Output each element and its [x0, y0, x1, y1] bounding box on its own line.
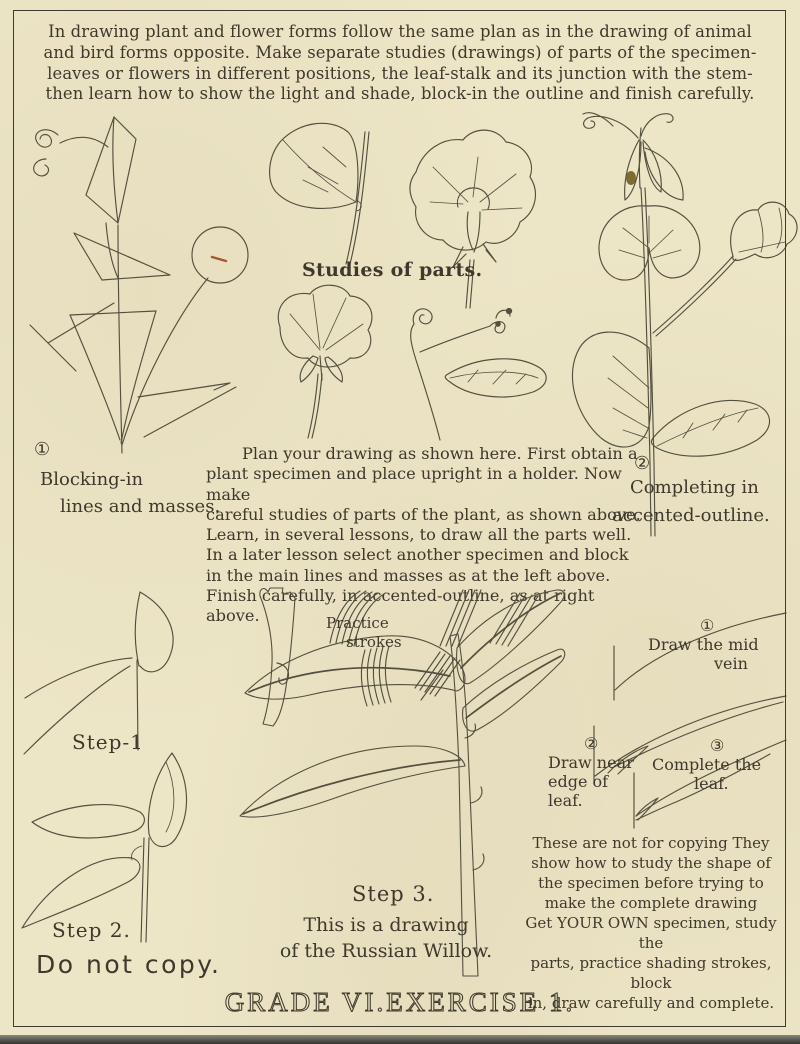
instruction-line: plant specimen and place upright in a holder. Now make — [206, 464, 622, 504]
step2-label: Step 2. — [52, 918, 131, 942]
note-line: show how to study the shape of — [531, 854, 771, 872]
instruction-line: In a later lesson select another specimen and block — [206, 545, 629, 565]
instruction-line: Plan your drawing as shown here. First obtain a — [242, 444, 638, 463]
circled-number-2: ② — [634, 453, 651, 474]
caption-line: This is a drawing — [303, 914, 469, 936]
intro-line: In drawing plant and flower forms follow the same plan as in the drawing of animal — [48, 22, 752, 41]
blocking-label-line: lines and masses. — [60, 496, 221, 517]
completing-label-line: Completing in — [630, 477, 759, 498]
note-line: Get YOUR OWN specimen, study the — [525, 914, 777, 952]
do-not-copy-label: Do not copy. — [36, 950, 222, 979]
book-edge-strip — [0, 1035, 800, 1044]
leaf-step3-label — [644, 736, 794, 793]
instruction-line: in the main lines and masses as at the left above. — [206, 565, 611, 585]
step3-label: Step 3. — [352, 882, 435, 906]
leaf-step3-line: leaf. — [694, 774, 729, 793]
instruction-line: Finish carefully, in accented-outline, as at right above. — [206, 586, 595, 626]
note-line: These are not for copying They — [532, 834, 770, 852]
intro-line: leaves or flowers in different positions, the leaf-stalk and its junction with the stem- — [47, 63, 753, 83]
circled-number-1: ① — [700, 616, 715, 635]
note-line: in, draw carefully and complete. — [527, 994, 775, 1012]
note-line: the specimen before trying to — [538, 874, 764, 892]
blocking-in-sketch — [18, 105, 268, 457]
intro-line: then learn how to show the light and shade, block-in the outline and finish carefully. — [45, 84, 755, 104]
page-title: GRADE VI.EXERCISE 1. — [224, 987, 576, 1017]
instruction-line: Learn, in several lessons, to draw all the parts well. — [206, 525, 632, 545]
note-paragraph — [514, 833, 788, 1013]
note-line: make the complete drawing — [544, 894, 758, 912]
note-line: parts, practice shading strokes, block — [530, 954, 772, 992]
blocking-label — [28, 438, 228, 519]
intro-line: and bird forms opposite. Make separate studies (drawings) of parts of the specimen- — [43, 42, 757, 62]
circled-number-3: ③ — [710, 736, 725, 755]
leaf-step2-line: edge of — [548, 772, 609, 791]
leaf-step1-label — [638, 616, 798, 673]
leaf-step1-line: Draw the mid — [648, 635, 759, 654]
instruction-line: careful studies of parts of the plant, as shown above. — [206, 504, 641, 524]
circled-number-2: ② — [584, 734, 599, 753]
circled-number-1: ① — [34, 439, 51, 460]
intro-paragraph — [22, 22, 778, 105]
step1-label: Step-1 — [72, 730, 144, 754]
completing-label-line: accented-outline. — [612, 505, 770, 526]
russian-willow-caption — [260, 912, 512, 964]
completing-label — [612, 452, 797, 528]
leaf-step1-line: vein — [714, 654, 748, 673]
practice-strokes-label — [326, 614, 402, 652]
practice-label-line: Practice — [326, 614, 389, 632]
leaf-step2-line: Draw near — [548, 753, 634, 772]
leaf-step2-label — [548, 734, 658, 810]
leaf-step2-line: leaf. — [548, 791, 583, 810]
blocking-label-line: Blocking-in — [40, 469, 144, 490]
studies-of-parts-label: Studies of parts. — [302, 259, 483, 281]
caption-line: of the Russian Willow. — [279, 940, 493, 962]
practice-label-line: strokes — [346, 633, 402, 651]
leaf-step3-line: Complete the — [652, 755, 762, 774]
